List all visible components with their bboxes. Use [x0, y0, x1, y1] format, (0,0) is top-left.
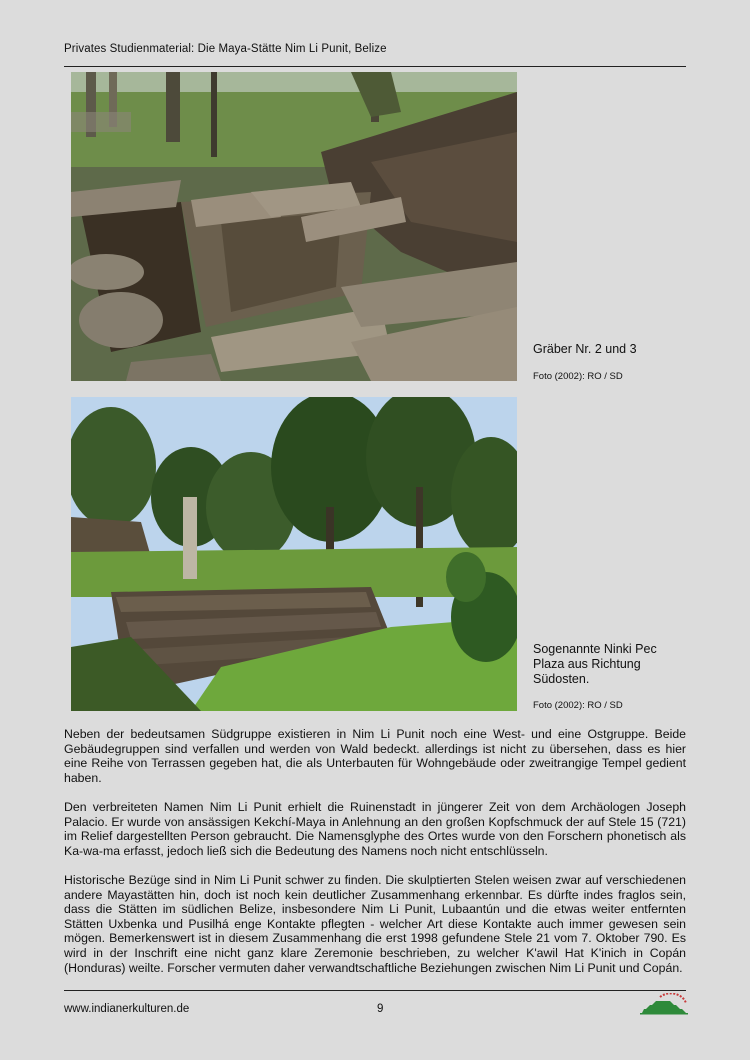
- header-rule: [64, 66, 686, 67]
- body-text: [64, 727, 686, 990]
- photo-tombs: [71, 72, 517, 381]
- paragraph: Den verbreiteten Namen Nim Li Punit erhielt die Ruinenstadt in jüngerer Zeit von dem Archäologen Joseph Palacio. Er wurde von ansässigen Kekchí-Maya in Anlehnung an den großen Kopfschmuck der auf Stele 15 (721) im Relief dargestellten Person gebraucht. Die Namensglyphe des Ortes wurde von den Forschern phonetisch als Ka-wa-ma erfasst, jedoch ließ sich die Bedeutung des Namens noch nicht entschlüsseln.: [64, 799, 686, 858]
- paragraph: Neben der bedeutsamen Südgruppe existieren in Nim Li Punit noch eine West- und eine Ostgruppe. Beide Gebäudegruppen sind verfallen und werden von Wald bedeckt. allerdings ist nicht zu übersehen, dass es hier eine Reihe von Terrassen gegeben hat, die als Unterbauten für Wohngebäude oder zweitrangige Tempel gedient haben.: [64, 727, 686, 785]
- page-header-title: Privates Studienmaterial: Die Maya-Stätte Nim Li Punit, Belize: [64, 43, 387, 55]
- footer-rule: [64, 990, 686, 991]
- pyramid-logo-icon: [640, 993, 688, 1015]
- footer-url: www.indianerkulturen.de: [64, 1003, 190, 1015]
- figure-1-credit: Foto (2002): RO / SD: [533, 371, 623, 382]
- figure-1-caption: Gräber Nr. 2 und 3: [533, 342, 637, 356]
- figure-2-caption: Sogenannte Ninki Pec Plaza aus Richtung Südosten.: [533, 642, 657, 686]
- figure-2-credit: Foto (2002): RO / SD: [533, 700, 623, 711]
- page-number: 9: [377, 1003, 384, 1015]
- paragraph: Historische Bezüge sind in Nim Li Punit schwer zu finden. Die skulptierten Stelen weisen zwar auf verschiedenen andere Mayastätten hin, doch ist noch kein deutlicher Zusammenhang erkennbar. Es dürfte indes fraglos sein, dass die Stätten im südlichen Belize, insbesondere Nim Li Punit, Lubaantún und die etwas weiter entfernten Stätten Uxbenka und Pusilhá enge Kontakte pflegten - welcher Art diese Kontakte auch immer gewesen sein mögen. Bemerkenswert ist in diesem Zusammenhang die erst 1998 gefundene Stele 21 vom 7. Oktober 790. Es wird in der Inschrift eine nicht ganz klare Zeremonie beschrieben, zu welcher K'awil Hat K'inich in Copán (Honduras) weilte. Forscher vermuten daher verwandtschaftliche Beziehungen zwischen Nim Li Punit und Copán.: [64, 872, 686, 975]
- photo-ninki-pec-plaza: [71, 397, 517, 711]
